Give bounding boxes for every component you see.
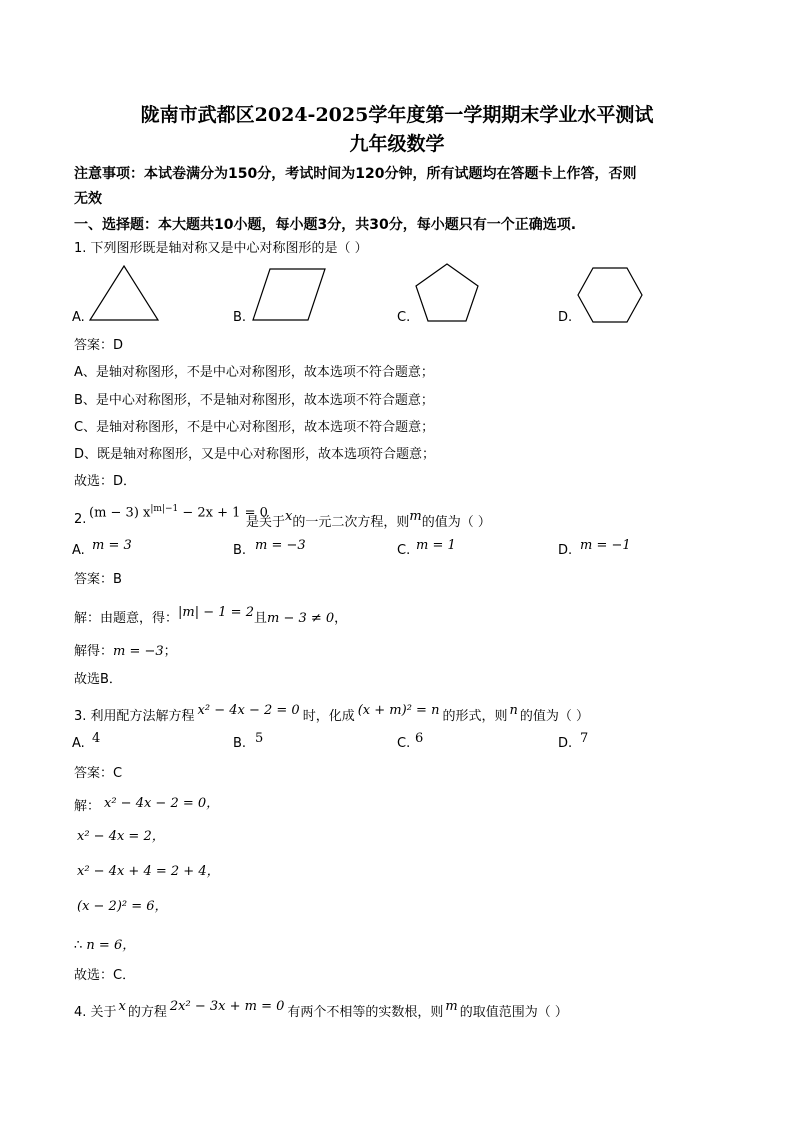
section-heading: 一、选择题：本大题共10小题，每小题3分，共30分，每小题只有一个正确选项. <box>74 217 577 233</box>
q2-solution-line-2: 解得：m = −3； <box>74 644 177 659</box>
q2-option-d-label: D. <box>558 543 573 558</box>
q2-equation: (m − 3) $x^{|m|-1} - 2x + 1 = 0$ <box>89 504 268 521</box>
q3-option-a-label: A. <box>72 736 85 751</box>
q3-option-c-label: C. <box>397 736 411 751</box>
q3-step-3: x² − 4x + 4 = 2 + 4， <box>77 864 220 879</box>
triangle-icon <box>88 264 160 322</box>
q1-answer: 答案：D <box>74 338 124 353</box>
q3-solution-prefix: 解： <box>74 799 101 814</box>
q2-choose: 故选B． <box>74 672 122 687</box>
q3-step-4: (x − 2)² = 6， <box>77 899 168 914</box>
q2-option-d-value: m = −1 <box>580 538 631 553</box>
q1-choose: 故选：D． <box>74 474 137 489</box>
q2-option-c-value: m = 1 <box>416 538 456 553</box>
q2-option-a-value: m = 3 <box>92 538 132 553</box>
q1-option-c-label: C. <box>397 310 411 325</box>
pentagon-icon <box>413 262 481 324</box>
q2-answer: 答案：B <box>74 572 122 587</box>
q2-stem-text: 是关于x的一元二次方程，则m的值为（ ） <box>246 509 491 530</box>
q3-option-b-label: B. <box>233 736 247 751</box>
q1-explain-b: B、是中心对称图形，不是轴对称图形，故本选项不符合题意； <box>74 393 434 408</box>
notice-line-1: 注意事项：本试卷满分为150分，考试时间为120分钟，所有试题均在答题卡上作答，否则 <box>74 166 637 182</box>
page-title: 陇南市武都区2024-2025学年度第一学期期末学业水平测试 <box>140 104 654 126</box>
page-subtitle: 九年级数学 <box>349 133 445 155</box>
q1-option-b-label: B. <box>233 310 247 325</box>
q3-choose: 故选：C． <box>74 968 136 983</box>
q3-answer: 答案：C <box>74 766 123 781</box>
q3-therefore: ∴ n = 6， <box>74 938 136 953</box>
q1-explain-a: A、是轴对称图形，不是中心对称图形，故本选项不符合题意； <box>74 365 434 380</box>
notice-line-2: 无效 <box>74 191 102 207</box>
q1-option-a-label: A. <box>72 310 85 325</box>
q1-option-d-label: D. <box>558 310 573 325</box>
q3-option-a-value: 4 <box>92 731 101 746</box>
q3-stem: 3. 利用配方法解方程 x² − 4x − 2 = 0 时，化成 (x + m)² = n 的形式，则 n 的值为（ ） <box>74 703 589 724</box>
q2-option-b-value: m = −3 <box>255 538 306 553</box>
q2-solution-line-1: 解：由题意，得：|m| − 1 = 2且m − 3 ≠ 0， <box>74 605 348 626</box>
q2-option-a-label: A. <box>72 543 85 558</box>
q1-explain-c: C、是轴对称图形，不是中心对称图形，故本选项不符合题意； <box>74 420 435 435</box>
parallelogram-icon <box>250 266 328 322</box>
q1-explain-d: D、既是轴对称图形，又是中心对称图形，故本选项符合题意； <box>74 447 436 462</box>
q1-stem: 1. 下列图形既是轴对称又是中心对称图形的是（ ） <box>74 241 368 256</box>
hexagon-icon <box>576 266 644 324</box>
q3-option-b-value: 5 <box>255 731 264 746</box>
q2-number: 2. <box>74 512 87 527</box>
q3-step-2: x² − 4x = 2， <box>77 829 165 844</box>
q3-option-c-value: 6 <box>415 731 424 746</box>
q3-option-d-label: D. <box>558 736 573 751</box>
q3-option-d-value: 7 <box>580 731 589 746</box>
q2-option-c-label: C. <box>397 543 411 558</box>
q4-stem: 4. 关于 x 的方程 2x² − 3x + m = 0 有两个不相等的实数根，则 m 的取值范围为（ ） <box>74 999 568 1020</box>
q2-option-b-label: B. <box>233 543 247 558</box>
q3-step-1: x² − 4x − 2 = 0， <box>104 796 220 811</box>
